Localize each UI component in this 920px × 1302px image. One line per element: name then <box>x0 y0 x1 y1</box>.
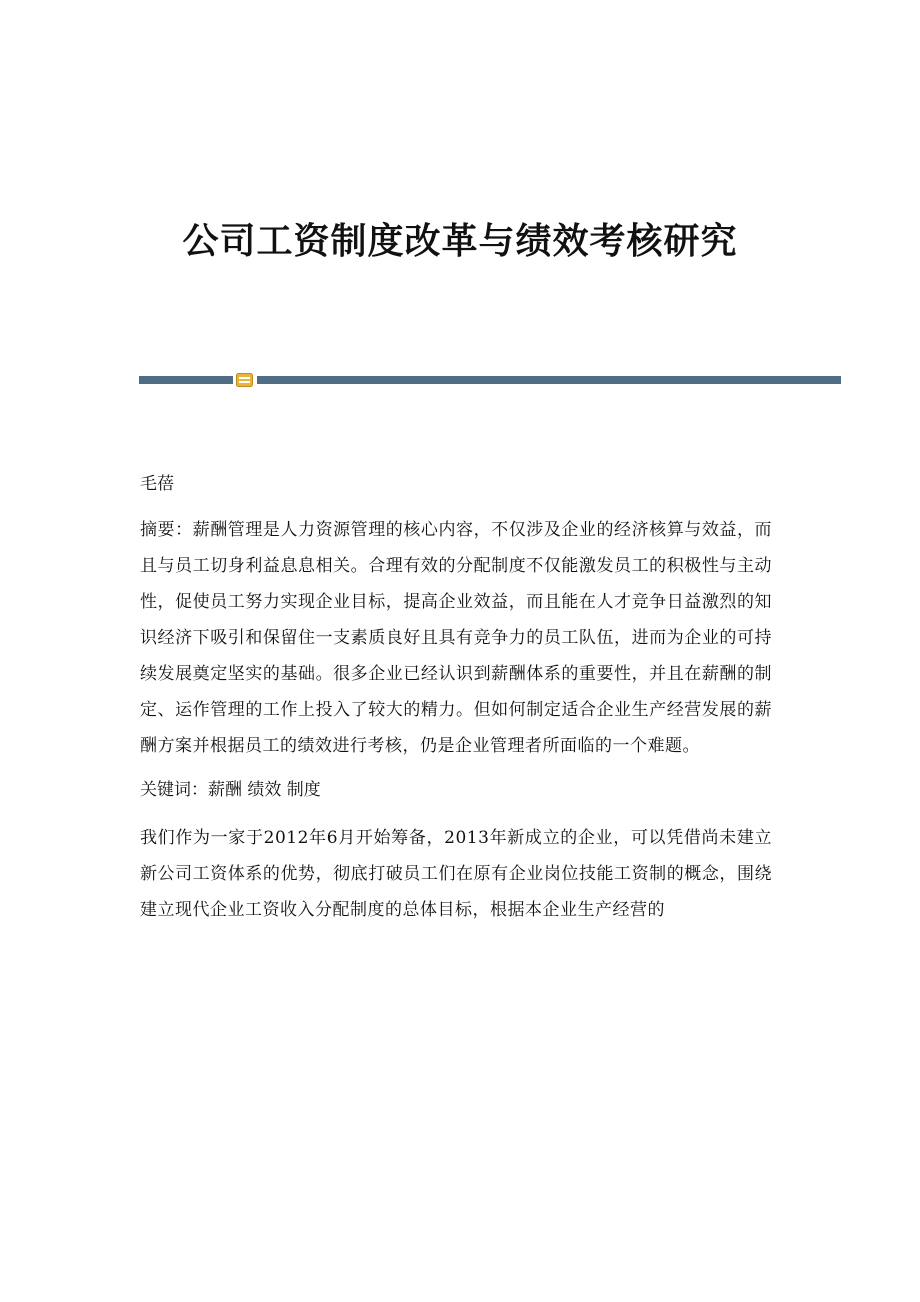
divider-emblem-icon <box>236 373 253 387</box>
keywords-line: 关键词：薪酬 绩效 制度 <box>140 780 321 800</box>
title-divider <box>139 373 841 387</box>
body-paragraph: 我们作为一家于2012年6月开始筹备，2013年新成立的企业，可以凭借尚未建立新公司工资体系的优势，彻底打破员工们在原有企业岗位技能工资制的概念，围绕建立现代企业工资收入分配制度的总体目标，根据本企业生产经营的 <box>140 828 772 920</box>
document-body <box>140 468 772 928</box>
abstract-paragraph: 摘要：薪酬管理是人力资源管理的核心内容，不仅涉及企业的经济核算与效益，而且与员工切身利益息息相关。合理有效的分配制度不仅能激发员工的积极性与主动性，促使员工努力实现企业目标，提高企业效益，而且能在人才竞争日益激烈的知识经济下吸引和保留住一支素质良好且具有竞争力的员工队伍，进而为企业的可持续发展奠定坚实的基础。很多企业已经认识到薪酬体系的重要性，并且在薪酬的制定、运作管理的工作上投入了较大的精力。但如何制定适合企业生产经营发展的薪酬方案并根据员工的绩效进行考核，仍是企业管理者所面临的一个难题。 <box>140 520 772 756</box>
divider-bar-right <box>257 376 841 384</box>
author-name: 毛蓓 <box>140 474 174 494</box>
divider-bar-left <box>139 376 233 384</box>
document-title: 公司工资制度改革与绩效考核研究 <box>182 220 738 262</box>
